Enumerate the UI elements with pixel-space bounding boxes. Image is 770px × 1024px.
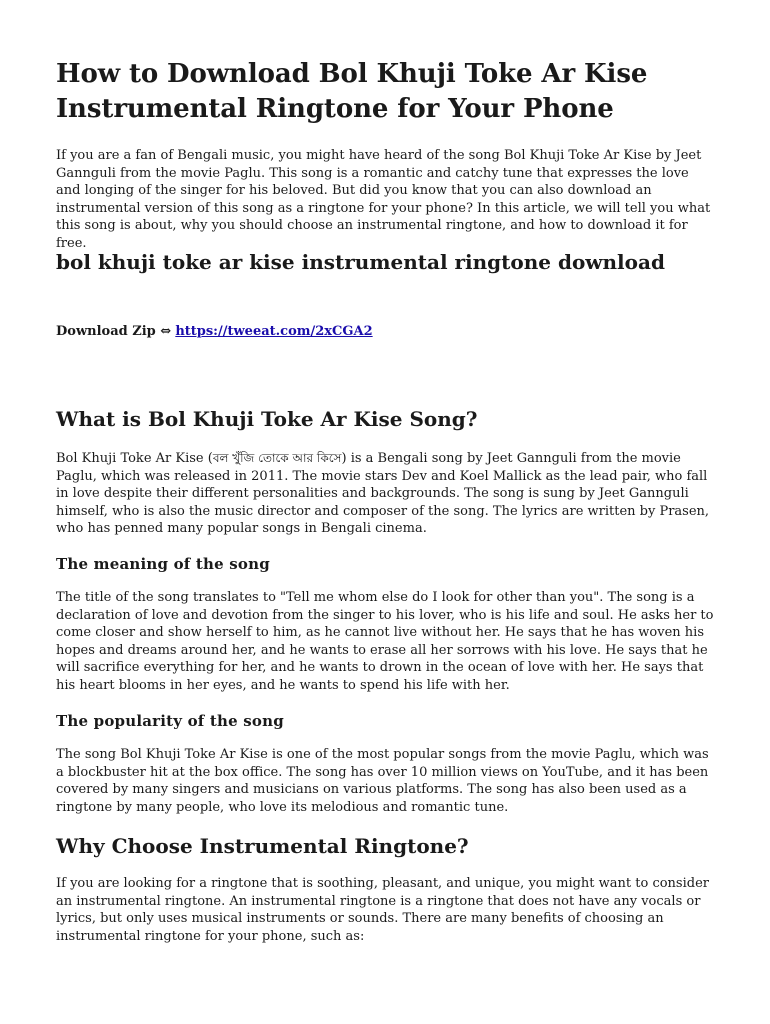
why-instrumental-paragraph: If you are looking for a ringtone that is soothing, pleasant, and unique, you might want to consider an instrumental ringtone. An instrumental ringtone is a ringtone that does not have any vocals or lyrics, but only uses musical instruments or sounds. There are many benefits of choosing an instrumental ringtone for your phone, such as: — [56, 876, 709, 944]
meaning-paragraph: The title of the song translates to "Tell me whom else do I look for other than you". The song is a declaration of love and devotion from the singer to his lover, who is his life and soul. He asks her to come closer and show herself to him, as he cannot live without her. He says that he has woven his hopes and dreams around her, and he wants to erase all her sorrows with his love. He says that he will sacrifice everything for her, and he wants to drown in the ocean of love with her. He says that his heart blooms in her eyes, and he wants to spend his life with her. — [56, 590, 714, 693]
download-link[interactable]: https://tweeat.com/2xCGA2 — [175, 324, 373, 339]
what-is-text-rest: ) is a Bengali song by Jeet Gannguli from the movie Paglu, which was released in 2011. The movie stars Dev and Koel Mallick as the lead pair, who fall in love despite their different personalities and backgrounds. The song is sung by Jeet Gannguli himself, who is also the music director and composer of the song. The lyrics are written by Prasen, who has penned many popular songs in Bengali cinema. — [56, 451, 710, 537]
section-heading-why-instrumental: Why Choose Instrumental Ringtone? — [56, 834, 469, 858]
download-label: Download Zip ⇔ — [56, 324, 172, 339]
intro-paragraph: If you are a fan of Bengali music, you might have heard of the song Bol Khuji Toke Ar Kise by Jeet Gannguli from the movie Paglu. This song is a romantic and catchy tune that expresses the love and longing of the singer for his beloved. But did you know that you can also download an instrumental version of this song as a ringtone for your phone? In this article, we will tell you what this song is about, why you should choose an instrumental ringtone, and how to download it for free. — [56, 148, 711, 251]
bengali-title: বল খুঁজি তোকে আর কিসে — [212, 451, 342, 465]
subheading-meaning: The meaning of the song — [56, 555, 270, 573]
what-is-text-start: Bol Khuji Toke Ar Kise ( — [56, 451, 213, 466]
download-line — [56, 323, 716, 341]
subtitle-heading: bol khuji toke ar kise instrumental ringtone download — [56, 250, 665, 274]
what-is-paragraph — [56, 450, 716, 538]
subheading-popularity: The popularity of the song — [56, 712, 284, 730]
section-heading-what-is: What is Bol Khuji Toke Ar Kise Song? — [56, 407, 478, 431]
page-title: How to Download Bol Khuji Toke Ar Kise Instrumental Ringtone for Your Phone — [56, 59, 648, 124]
popularity-paragraph: The song Bol Khuji Toke Ar Kise is one of the most popular songs from the movie Paglu, which was a blockbuster hit at the box office. The song has over 10 million views on YouTube, and it has been covered by many singers and musicians on various platforms. The song has also been used as a ringtone by many people, who love its melodious and romantic tune. — [56, 747, 709, 815]
